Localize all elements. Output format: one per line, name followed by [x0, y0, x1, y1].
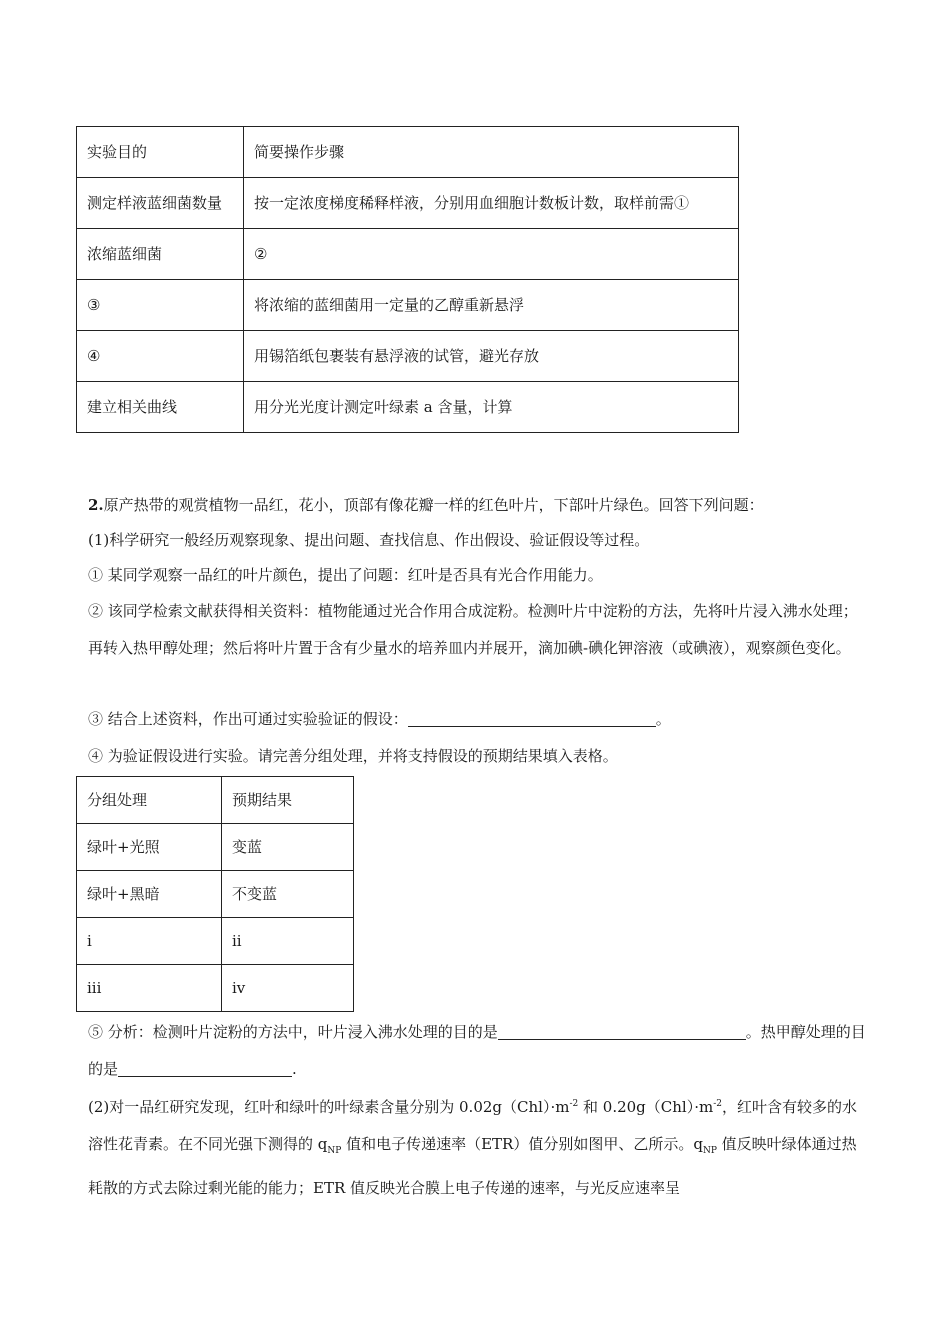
table-cell: iii [77, 965, 222, 1012]
part2-text: 值反映叶绿体通过热耗散的方式去除过剩光能的能力；ETR 值反映光合膜上电子传递的速率，与光反应速率呈 [88, 1135, 857, 1197]
table-row [77, 331, 739, 382]
question-number: 2. [88, 496, 104, 514]
table-cell: 测定样液蓝细菌数量 [77, 178, 244, 229]
answer-blank[interactable] [408, 708, 656, 727]
table-header-cell: 实验目的 [77, 127, 244, 178]
table-row [77, 824, 354, 871]
table-row [77, 178, 739, 229]
part2-text: (2)对一品红研究发现，红叶和绿叶的叶绿素含量分别为 0.02g（Chl）·m [88, 1098, 570, 1116]
superscript: -2 [713, 1099, 722, 1109]
subscript: NP [327, 1146, 342, 1156]
item-3-text: ③ 结合上述资料，作出可通过实验验证的假设： [88, 710, 408, 728]
table-cell: 将浓缩的蓝细菌用一定量的乙醇重新悬浮 [244, 280, 739, 331]
table-row [77, 280, 739, 331]
answer-blank[interactable] [498, 1021, 746, 1040]
grouping-table [76, 776, 354, 1012]
table-cell: i [77, 918, 222, 965]
table-cell: 绿叶+黑暗 [77, 871, 222, 918]
question-stem-text: 原产热带的观赏植物一品红，花小，顶部有像花瓣一样的红色叶片，下部叶片绿色。回答下列问题： [103, 496, 764, 514]
table-cell: 浓缩蓝细菌 [77, 229, 244, 280]
table-header-row [77, 777, 354, 824]
part2-paragraph [88, 1086, 868, 1207]
part2-text: ，红叶含有较多的水溶性花青素。在不同光强下测得的 q [88, 1098, 857, 1153]
table-cell: ③ [77, 280, 244, 331]
table-row [77, 918, 354, 965]
answer-blank[interactable] [118, 1058, 292, 1077]
question-stem [88, 487, 868, 524]
item-5-end: . [292, 1060, 297, 1078]
item-3-end: 。 [655, 710, 671, 728]
table-cell: 按一定浓度梯度稀释样液，分别用血细胞计数板计数，取样前需① [244, 178, 739, 229]
part2-text: 和 0.20g（Chl）·m [578, 1098, 714, 1116]
table-header-cell: 分组处理 [77, 777, 222, 824]
table-header-row [77, 127, 739, 178]
part1-intro: (1)科学研究一般经历观察现象、提出问题、查找信息、作出假设、验证假设等过程。 [88, 531, 650, 549]
table-row [77, 382, 739, 433]
table-row [77, 965, 354, 1012]
table-cell: ii [222, 918, 354, 965]
item-4: ④ 为验证假设进行实验。请完善分组处理，并将支持假设的预期结果填入表格。 [88, 747, 618, 765]
superscript: -2 [569, 1099, 579, 1109]
table-cell: 建立相关曲线 [77, 382, 244, 433]
table-cell: 绿叶+光照 [77, 824, 222, 871]
item-3 [88, 701, 868, 738]
table-header-cell: 简要操作步骤 [244, 127, 739, 178]
table-cell: ④ [77, 331, 244, 382]
table-row [77, 229, 739, 280]
item-5-text: ⑤ 分析：检测叶片淀粉的方法中，叶片浸入沸水处理的目的是 [88, 1023, 498, 1041]
item-5 [88, 1014, 868, 1088]
item-1: ① 某同学观察一品红的叶片颜色，提出了问题：红叶是否具有光合作用能力。 [88, 566, 603, 584]
part2-text: 值和电子传递速率（ETR）值分别如图甲、乙所示。q [341, 1135, 703, 1153]
table-cell: 用锡箔纸包裹装有悬浮液的试管，避光存放 [244, 331, 739, 382]
item-2: ② 该同学检索文献获得相关资料：植物能通过光合作用合成淀粉。检测叶片中淀粉的方法，先将叶片浸入沸水处理；再转入热甲醇处理；然后将叶片置于含有少量水的培养皿内并展开，滴加碘-碘化钾溶液（或碘液），观察颜色变化。 [88, 602, 858, 657]
table-cell: 用分光光度计测定叶绿素 a 含量，计算 [244, 382, 739, 433]
table-cell: 变蓝 [222, 824, 354, 871]
table-row [77, 871, 354, 918]
item-5-middle: 。热甲醇处理的目的是 [88, 1023, 866, 1078]
table-header-cell: 预期结果 [222, 777, 354, 824]
subscript: NP [702, 1146, 717, 1156]
table-cell: ② [244, 229, 739, 280]
table-cell: iv [222, 965, 354, 1012]
table-cell: 不变蓝 [222, 871, 354, 918]
experiment-steps-table [76, 126, 739, 433]
